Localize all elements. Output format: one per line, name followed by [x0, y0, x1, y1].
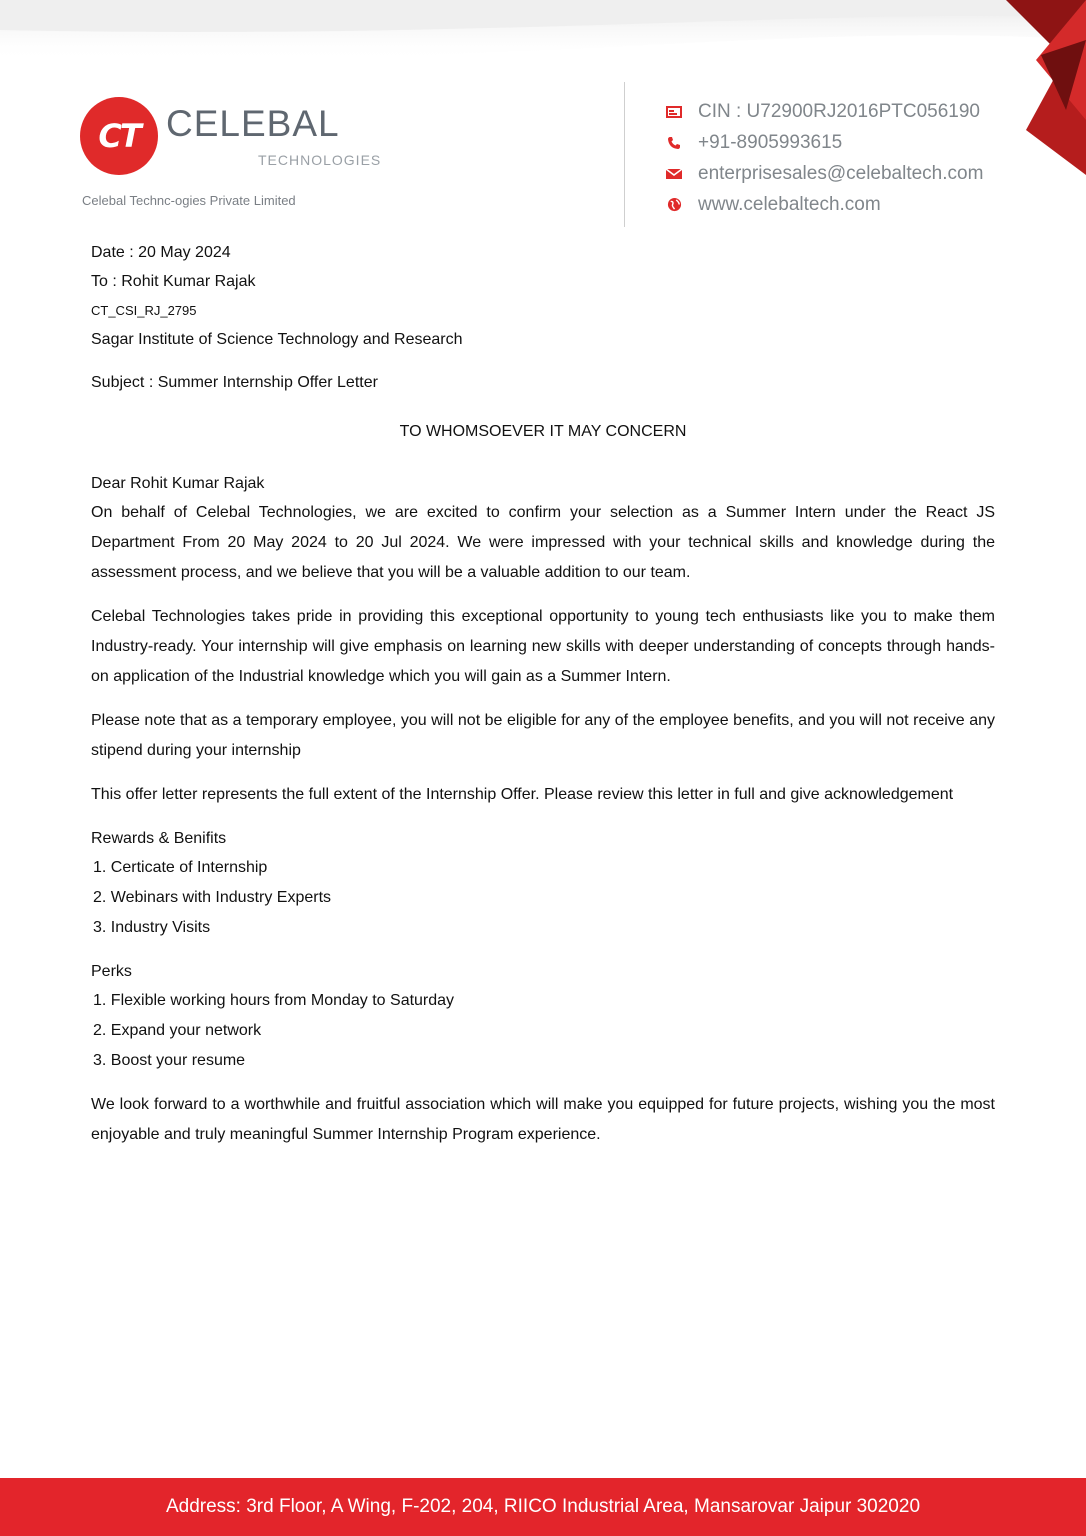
list-item: 1. Flexible working hours from Monday to Saturday	[93, 992, 455, 1009]
paragraph-opportunity: Celebal Technologies takes pride in providing this exceptional opportunity to young tech enthusiasts like you to make them Industry-ready. Your internship will give emphasis on learning new skills with deeper understanding of concepts through hands-on application of the Industrial knowledge which you will gain as a Summer Intern.	[91, 608, 995, 685]
list-item: 3. Industry Visits	[93, 919, 211, 936]
paragraph-acknowledgement: This offer letter represents the full extent of the Internship Offer. Please review this letter in full and give acknowledgement	[91, 786, 954, 803]
rewards-list	[91, 853, 995, 943]
header-divider	[624, 82, 625, 227]
contact-website-text: www.celebaltech.com	[698, 193, 881, 215]
list-item: 2. Webinars with Industry Experts	[93, 889, 332, 906]
rewards-heading: Rewards & Benifits	[91, 830, 227, 847]
contact-cin-text: CIN : U72900RJ2016PTC056190	[698, 100, 981, 122]
logo-mark: CT	[80, 97, 158, 175]
contact-phone	[666, 127, 983, 158]
contact-block	[666, 96, 983, 220]
contact-website	[666, 189, 983, 220]
letter-body	[91, 238, 995, 1164]
contact-email-text: enterprisesales@celebaltech.com	[698, 162, 984, 184]
letter-recipient: To : Rohit Kumar Rajak	[91, 273, 256, 290]
company-logo	[80, 97, 382, 187]
letter-salutation: Dear Rohit Kumar Rajak	[91, 475, 265, 492]
footer-address: Address: 3rd Floor, A Wing, F-202, 204, RIICO Industrial Area, Mansarovar Jaipur 302020	[165, 1496, 921, 1517]
list-item: 1. Certicate of Internship	[93, 859, 268, 876]
logo-company-sub: TECHNOLOGIES	[258, 152, 382, 168]
contact-email	[666, 158, 983, 189]
letter-date: Date : 20 May 2024	[91, 244, 231, 261]
perks-heading: Perks	[91, 963, 132, 980]
closing-paragraph: We look forward to a worthwhile and fruitful association which will make you equipped for future projects, wishing you the most enjoyable and truly meaningful Summer Internship Program experience.	[91, 1096, 995, 1143]
logo-company-name: CELEBAL	[166, 103, 340, 144]
paragraph-selection: On behalf of Celebal Technologies, we are excited to confirm your selection as a Summer Intern under the React JS Department From 20 May 2024 to 20 Jul 2024. We were impressed with your technical skills and knowledge during the assessment process, and we believe that you will be a valuable addition to our team.	[91, 504, 995, 581]
list-item: 2. Expand your network	[93, 1022, 262, 1039]
footer-address-bar	[0, 1478, 1086, 1536]
paragraph-benefits-note: Please note that as a temporary employee, you will not be eligible for any of the employee benefits, and you will not receive any stipend during your internship	[91, 712, 995, 759]
phone-icon	[666, 136, 682, 150]
letter-institute: Sagar Institute of Science Technology and Research	[91, 331, 463, 348]
envelope-icon	[666, 167, 682, 181]
id-card-icon	[666, 105, 682, 119]
legal-name: Celebal Technc-ogies Private Limited	[82, 193, 296, 208]
globe-icon	[666, 198, 682, 212]
contact-phone-text: +91-8905993615	[698, 131, 843, 153]
contact-cin	[666, 96, 983, 127]
letter-subject: Subject : Summer Internship Offer Letter	[91, 374, 378, 391]
letter-reference-id: CT_CSI_RJ_2795	[91, 303, 197, 318]
list-item: 3. Boost your resume	[93, 1052, 246, 1069]
perks-list	[91, 986, 995, 1076]
letter-concern-heading: TO WHOMSOEVER IT MAY CONCERN	[399, 423, 687, 440]
